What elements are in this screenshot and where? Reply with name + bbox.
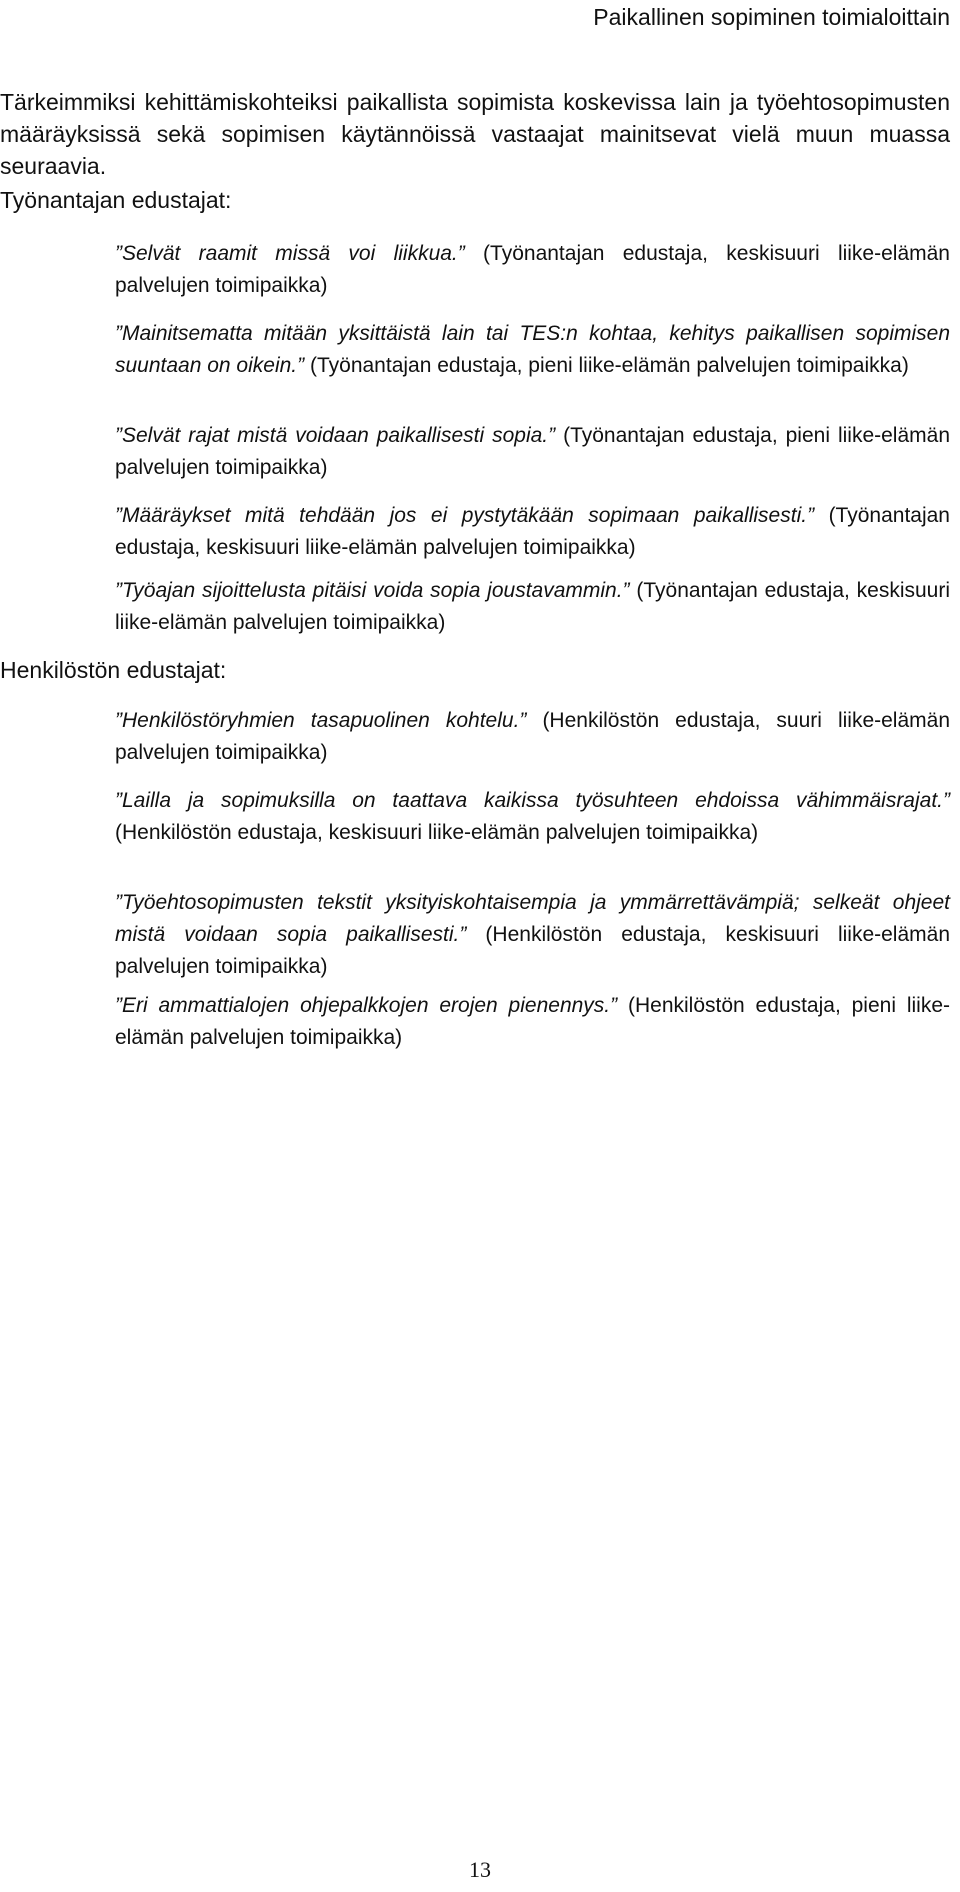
employer-quote: [115, 420, 950, 484]
employee-heading: Henkilöstön edustajat:: [0, 657, 227, 683]
quote-source: (Työnantajan edustaja, keskisuuri liike-elämän palvelujen toimipaikka): [115, 579, 951, 634]
quote-text: ”Määräykset mitä tehdään jos ei pystytäkään sopimaan paikallisesti.”: [115, 504, 815, 527]
quote-text: ”Eri ammattialojen ohjepalkkojen erojen pienennys.”: [115, 994, 618, 1017]
page-number: 13: [469, 1857, 491, 1882]
quote-source: (Henkilöstön edustaja, keskisuuri liike-elämän palvelujen toimipaikka): [115, 923, 950, 978]
intro-paragraph: Tärkeimmiksi kehittämiskohteiksi paikallista sopimista koskevissa lain ja työehtosopimusten määräyksissä sekä sopimisen käytännöissä vastaajat mainitsevat vielä muun muassa seuraavia.: [0, 89, 950, 179]
quote-source: (Työnantajan edustaja, pieni liike-elämän palvelujen toimipaikka): [304, 354, 909, 377]
quote-source: (Henkilöstön edustaja, keskisuuri liike-elämän palvelujen toimipaikka): [115, 821, 759, 844]
employee-quote: [115, 887, 950, 983]
quote-text: ”Lailla ja sopimuksilla on taattava kaikissa työsuhteen ehdoissa vähimmäisrajat.”: [115, 789, 950, 812]
quote-source: (Työnantajan edustaja, keskisuuri liike-elämän palvelujen toimipaikka): [115, 504, 950, 559]
quote-text: ”Työehtosopimusten tekstit yksityiskohtaisempia ja ymmärrettävämpiä; selkeät ohjeet mistä voidaan sopia paikallisesti.”: [115, 891, 950, 946]
quote-source: (Henkilöstön edustaja, suuri liike-elämän palvelujen toimipaikka): [115, 709, 951, 764]
quote-text: ”Henkilöstöryhmien tasapuolinen kohtelu.”: [115, 709, 527, 732]
quote-text: ”Työajan sijoittelusta pitäisi voida sopia joustavammin.”: [115, 579, 630, 602]
employer-quote: [115, 500, 950, 564]
quote-source: (Henkilöstön edustaja, pieni liike-elämän palvelujen toimipaikka): [115, 994, 950, 1049]
employer-quote: [115, 575, 950, 639]
quote-text: ”Selvät rajat mistä voidaan paikallisesti sopia.”: [115, 424, 556, 447]
quote-text: ”Selvät raamit missä voi liikkua.”: [115, 242, 465, 265]
employee-quote: [115, 990, 950, 1054]
employer-heading: Työnantajan edustajat:: [0, 187, 232, 213]
employee-quote: [115, 705, 950, 769]
employer-quote: [115, 238, 950, 302]
quote-source: (Työnantajan edustaja, keskisuuri liike-elämän palvelujen toimipaikka): [115, 242, 950, 297]
employer-quote: [115, 318, 950, 382]
employee-quote: [115, 785, 950, 849]
quote-source: (Työnantajan edustaja, pieni liike-elämän palvelujen toimipaikka): [115, 424, 950, 479]
running-header: Paikallinen sopiminen toimialoittain: [593, 4, 950, 30]
quote-text: ”Mainitsematta mitään yksittäistä lain tai TES:n kohtaa, kehitys paikallisen sopimisen suuntaan on oikein.”: [115, 322, 950, 377]
